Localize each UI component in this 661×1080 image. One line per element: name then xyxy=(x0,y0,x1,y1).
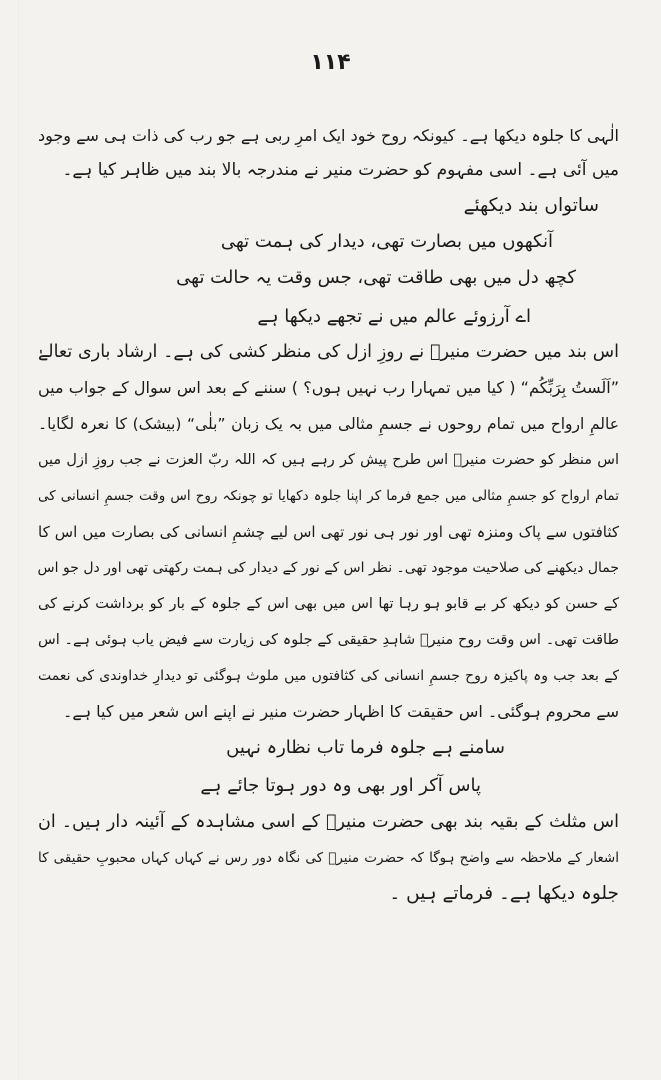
text-line: اس منظر کو حضرت منیرؔ اس طرح پیش کر رہے ہیں کہ اللہ ربّ العزت نے جب روزِ ازل میں xyxy=(38,452,619,468)
verse-line: اے آرزوئے عالم میں نے تجھے دیکھا ہے xyxy=(257,306,531,327)
text-line: سے محروم ہوگئی۔ اس حقیقت کا اظہار حضرت منیر نے اپنے اس شعر میں کیا ہے۔ xyxy=(62,702,619,721)
verse-line: پاس آکر اور بھی وہ دور ہوتا جائے ہے xyxy=(200,775,481,796)
text-line: کثافتوں سے پاک ومنزہ تھی اور نور ہی نور تھی اس لیے چشمِ انسانی کی بصارت میں اس کا xyxy=(38,523,619,541)
text-line: کے حسن کو دیکھ کر بے قابو ہو رہا تھا اس میں بھی اس کے جلوہ کے بار کو برداشت کرنے کی xyxy=(38,596,619,612)
text-line: الٰہی کا جلوہ دیکھا ہے۔ کیونکہ روح خود ایک امرِ ربی ہے جو رب کی ذات ہی سے وجود xyxy=(38,126,619,145)
verse-line: کچھ دل میں بھی طاقت تھی، جس وقت یہ حالت تھی xyxy=(176,267,576,288)
text-line: اس مثلث کے بقیہ بند بھی حضرت منیرؔ کے اسی مشاہدہ کے آئینہ دار ہیں۔ ان xyxy=(38,812,619,832)
text-line: کے بعد جب وہ پاکیزہ روح جسمِ انسانی کی کثافتوں میں ملوث ہوگئی تو دیدارِ خداوندی کی نعمت xyxy=(38,668,619,684)
page-number: ۱۱۴ xyxy=(310,50,351,75)
text-line: عالمِ ارواح میں تمام روحوں نے جسمِ مثالی میں بہ یک زبان ”بلٰی“ (بیشک) کا نعرہ لگایا۔ xyxy=(38,415,619,433)
text-line: ”اَلَستُ بِرَبِّکُم“ ( کیا میں تمہارا رب نہیں ہوں؟ ) سننے کے بعد اس سوال کے جواب میں xyxy=(38,378,619,397)
text-line: میں آئی ہے۔ اسی مفہوم کو حضرت منیر نے مندرجہ بالا بند میں ظاہر کیا ہے۔ xyxy=(62,160,619,180)
text-line: جمال دیکھنے کی صلاحیت موجود تھی۔ نظر اس کے نور کے دیدار کی ہمت رکھتی تھی اور دل جو اس xyxy=(37,560,619,576)
text-line: طاقت تھی۔ اس وقت روح منیرؔ شاہدِ حقیقی کے جلوہ کی زیارت سے فیض یاب ہوئی ہے۔ اس xyxy=(38,632,619,648)
text-line: تمام ارواح کو جسمِ مثالی میں جمع فرما کر اپنا جلوہ دکھایا تو چونکہ روح اس وقت جسمِ انسانی کی xyxy=(38,488,619,504)
verse-line: آنکھوں میں بصارت تھی، دیدار کی ہمت تھی xyxy=(220,231,553,252)
text-line: جلوہ دیکھا ہے۔ فرماتے ہیں ۔ xyxy=(389,883,619,904)
section-heading: ساتواں بند دیکھئے xyxy=(463,195,599,216)
text-line: اس بند میں حضرت منیرؔ نے روزِ ازل کی منظر کشی کی ہے۔ ارشاد باری تعالےٰ xyxy=(38,342,619,362)
verse-line: سامنے ہے جلوہ فرما تاب نظارہ نہیں xyxy=(226,737,505,758)
text-line: اشعار کے ملاحظہ سے واضح ہوگا کہ حضرت منیرؔ کی نگاہ دور رس نے کہاں کہاں محبوبِ حقیقی کا xyxy=(38,850,619,866)
